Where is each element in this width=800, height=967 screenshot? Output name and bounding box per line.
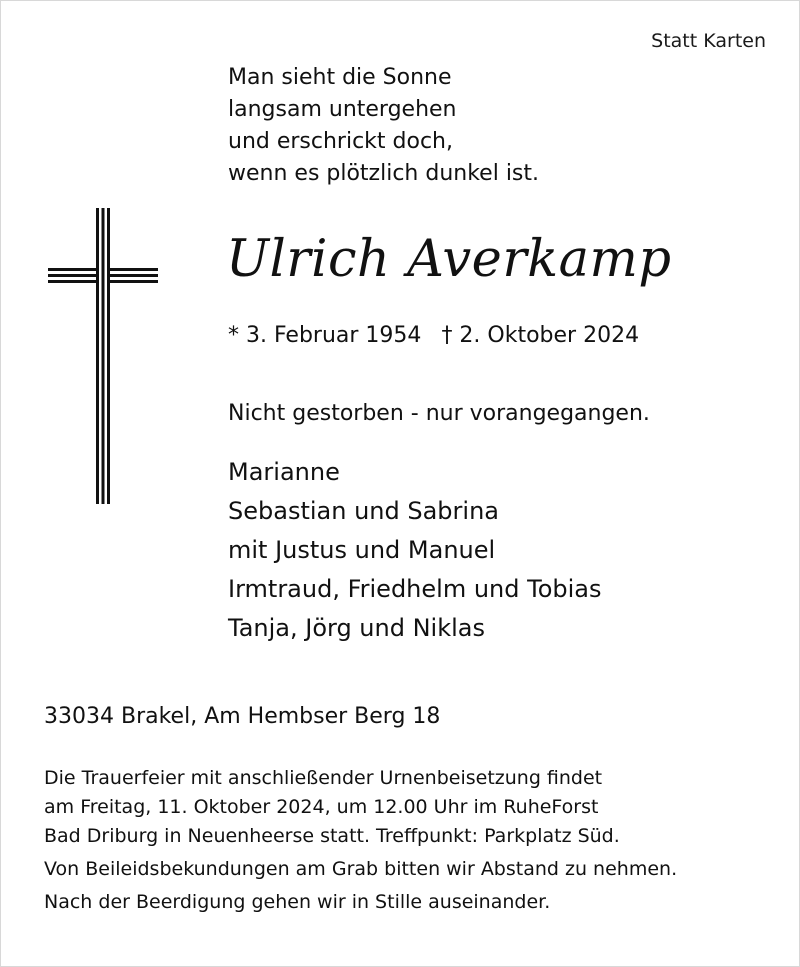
ceremony-line: Bad Driburg in Neuenheerse statt. Treffpunkt: Parkplatz Süd. (44, 825, 620, 847)
poem-line: langsam untergehen (228, 97, 457, 122)
death-date: † 2. Oktober 2024 (441, 323, 640, 348)
address: 33034 Brakel, Am Hembser Berg 18 (44, 704, 441, 729)
ceremony-line: am Freitag, 11. Oktober 2024, um 12.00 Uhr im RuheForst (44, 796, 599, 818)
mourner-line: mit Justus und Manuel (228, 536, 496, 564)
after-funeral-note: Nach der Beerdigung gehen wir in Stille auseinander. (44, 891, 551, 913)
funeral-notice (44, 764, 677, 917)
cross-icon (44, 208, 164, 508)
mourner-line: Irmtraud, Friedhelm und Tobias (228, 575, 602, 603)
poem-line: Man sieht die Sonne (228, 65, 452, 90)
header-note: Statt Karten (651, 30, 766, 52)
condolences-note: Von Beileidsbekundungen am Grab bitten wir Abstand zu nehmen. (44, 858, 678, 880)
deceased-name: Ulrich Averkamp (226, 230, 672, 289)
poem-line: und erschrickt doch, (228, 129, 453, 154)
mourner-line: Sebastian und Sabrina (228, 497, 499, 525)
poem-line: wenn es plötzlich dunkel ist. (228, 161, 540, 186)
life-dates (228, 323, 639, 348)
ceremony-line: Die Trauerfeier mit anschließender Urnenbeisetzung findet (44, 767, 603, 789)
memorial-quote: Nicht gestorben - nur vorangegangen. (228, 401, 650, 426)
poem (228, 62, 539, 190)
birth-date: * 3. Februar 1954 (228, 323, 422, 348)
mourners-list (228, 453, 602, 648)
mourner-line: Marianne (228, 458, 340, 486)
mourner-line: Tanja, Jörg und Niklas (228, 614, 485, 642)
